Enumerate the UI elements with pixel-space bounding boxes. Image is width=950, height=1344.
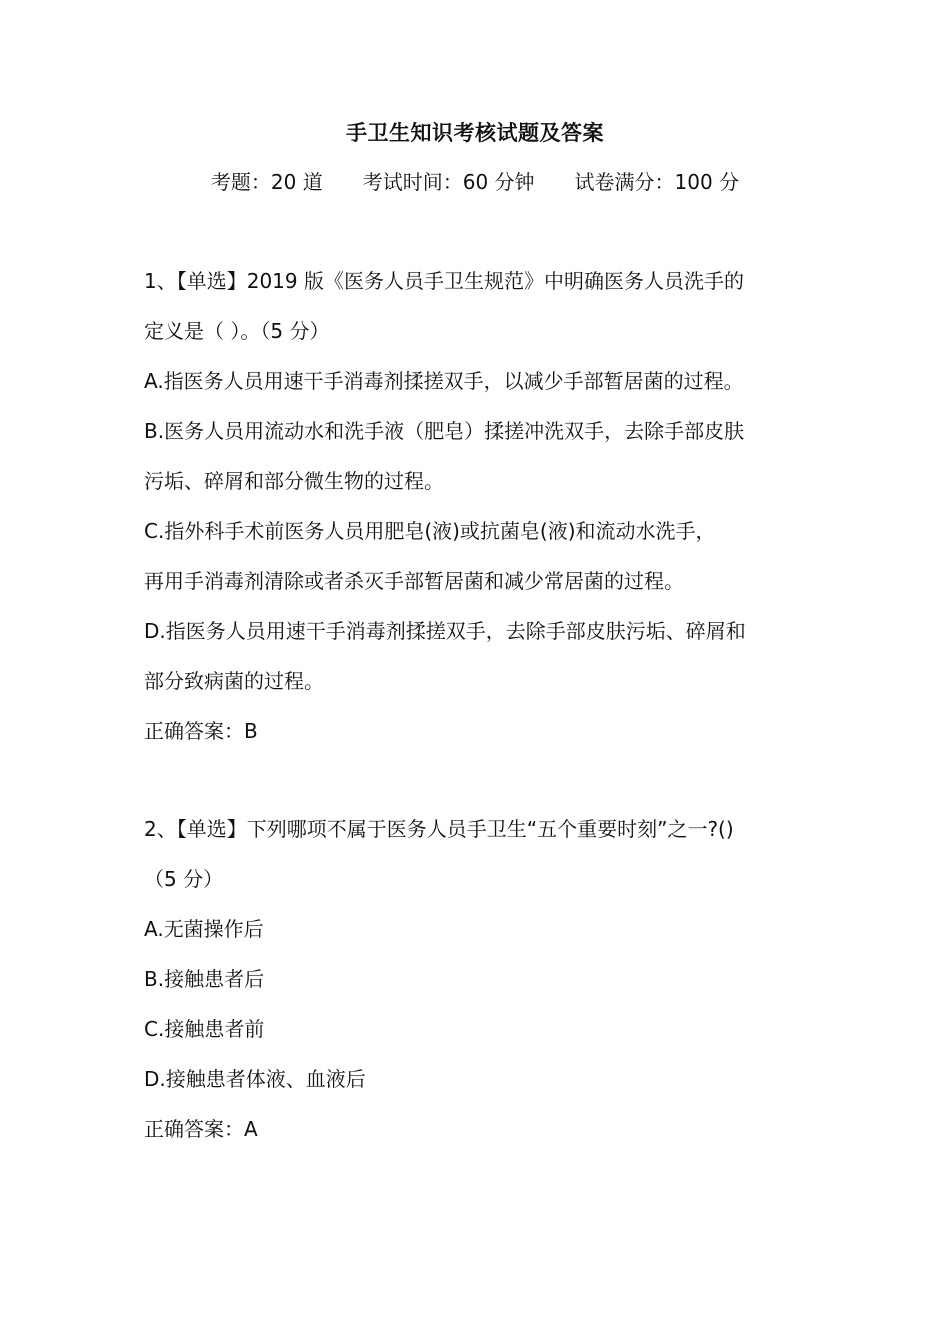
correct-answer: 正确答案：B [144, 719, 258, 743]
option-d: D.接触患者体液、血液后 [144, 1067, 366, 1091]
correct-answer: 正确答案：A [144, 1117, 258, 1141]
option-d: D.指医务人员用速干手消毒剂揉搓双手，去除手部皮肤污垢、碎屑和 [144, 619, 746, 643]
question-1 [144, 256, 812, 756]
option-c: C.指外科手术前医务人员用肥皂(液)或抗菌皂(液)和流动水洗手， [144, 519, 716, 543]
document-title: 手卫生知识考核试题及答案 [346, 121, 604, 145]
option-b: B.接触患者后 [144, 967, 265, 991]
full-score: 试卷满分：100 分 [574, 170, 740, 194]
question-stem-line: 1、【单选】2019 版《医务人员手卫生规范》中明确医务人员洗手的 [144, 269, 744, 293]
option-d-continued: 部分致病菌的过程。 [144, 669, 324, 693]
option-c-continued: 再用手消毒剂清除或者杀灭手部暂居菌和减少常居菌的过程。 [144, 569, 684, 593]
option-c: C.接触患者前 [144, 1017, 265, 1041]
exam-meta [0, 166, 950, 198]
question-2 [144, 804, 812, 1154]
option-a: A.无菌操作后 [144, 917, 264, 941]
option-b-continued: 污垢、碎屑和部分微生物的过程。 [144, 469, 444, 493]
exam-time: 考试时间：60 分钟 [362, 170, 535, 194]
option-a: A.指医务人员用速干手消毒剂揉搓双手，以减少手部暂居菌的过程。 [144, 369, 744, 393]
option-b: B.医务人员用流动水和洗手液（肥皂）揉搓冲洗双手，去除手部皮肤 [144, 419, 745, 443]
question-stem-line: （5 分） [144, 867, 224, 891]
question-stem-line: 2、【单选】下列哪项不属于医务人员手卫生“五个重要时刻”之一?() [144, 817, 734, 841]
question-stem-line: 定义是（ ）。（5 分） [144, 319, 330, 343]
question-count: 考题：20 道 [210, 170, 323, 194]
